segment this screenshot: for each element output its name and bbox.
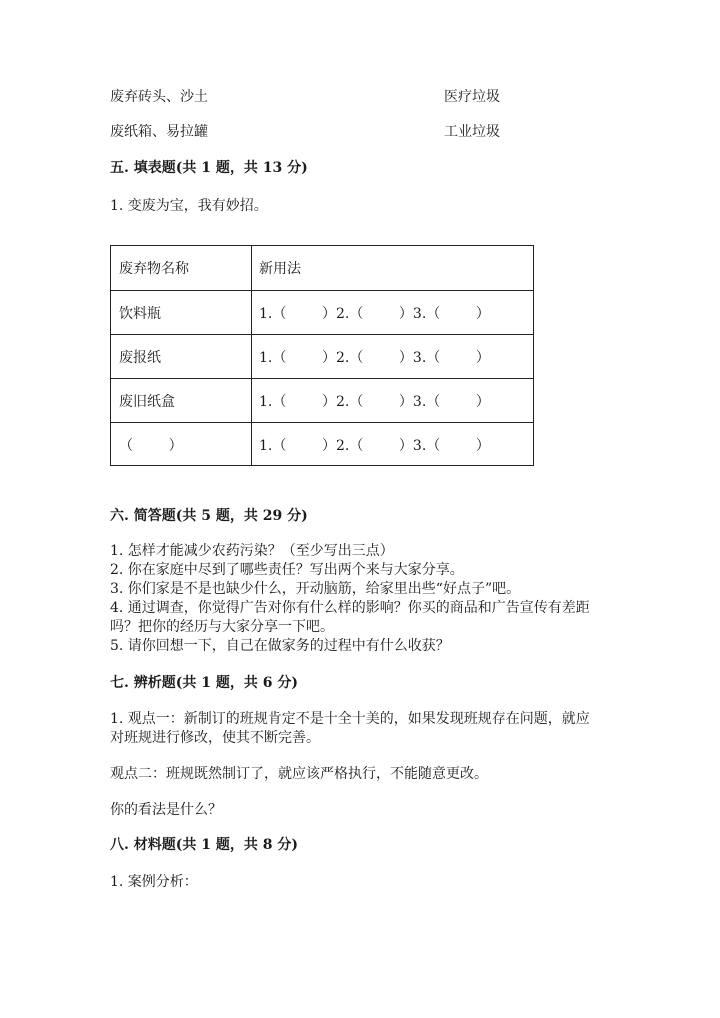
table-cell-uses[interactable]: 1.（ ）2.（ ）3.（ ） <box>259 305 490 322</box>
table-cell-name: 饮料瓶 <box>111 291 252 334</box>
section7-heading: 七. 辨析题(共 1 题，共 6 分) <box>110 675 298 691</box>
table-cell-uses[interactable]: 1.（ ）2.（ ）3.（ ） <box>259 349 490 366</box>
match-left-1: 废弃砖头、沙土 <box>110 89 208 105</box>
section6-line-2: 2. 你在家庭中尽到了哪些责任？写出两个来与大家分享。 <box>110 562 464 578</box>
table-header-usage: 新用法 <box>259 261 301 277</box>
table-row <box>111 290 533 334</box>
section6-line-6: 5. 请你回想一下，自己在做家务的过程中有什么收获？ <box>110 638 450 654</box>
section7-view1-line1: 1. 观点一：新制订的班规肯定不是十全十美的，如果发现班规存在问题，就应 <box>110 711 590 727</box>
table-cell-uses[interactable]: 1.（ ）2.（ ）3.（ ） <box>259 437 490 454</box>
table-header-row <box>111 246 533 290</box>
reuse-table <box>110 245 534 466</box>
section8-heading: 八. 材料题(共 1 题，共 8 分) <box>110 837 298 853</box>
section6-line-3: 3. 你们家是不是也缺少什么，开动脑筋，给家里出些“好点子”吧。 <box>110 581 521 597</box>
section6-line-4: 4. 通过调查，你觉得广告对你有什么样的影响？你买的商品和广告宣传有差距 <box>110 600 590 616</box>
match-left-2: 废纸箱、易拉罐 <box>110 124 208 140</box>
table-row <box>111 378 533 422</box>
table-cell-name-blank[interactable]: （ ） <box>111 423 252 466</box>
section7-question: 你的看法是什么？ <box>110 802 222 818</box>
section8-question-1: 1. 案例分析： <box>110 874 198 890</box>
table-row <box>111 334 533 378</box>
section6-heading: 六. 简答题(共 5 题，共 29 分) <box>110 508 308 524</box>
table-row <box>111 422 533 466</box>
table-cell-name: 废旧纸盒 <box>111 379 252 422</box>
table-header-name: 废弃物名称 <box>111 246 252 290</box>
match-right-2: 工业垃圾 <box>444 124 500 140</box>
table-cell-name: 废报纸 <box>111 335 252 378</box>
section5-question-1: 1. 变废为宝，我有妙招。 <box>110 198 268 214</box>
section6-line-1: 1. 怎样才能减少农药污染？（至少写出三点） <box>110 543 394 559</box>
section7-view1-line2: 对班规进行修改，使其不断完善。 <box>110 730 320 746</box>
section7-view2: 观点二：班规既然制订了，就应该严格执行，不能随意更改。 <box>110 766 488 782</box>
section5-heading: 五. 填表题(共 1 题，共 13 分) <box>110 160 308 176</box>
table-cell-uses[interactable]: 1.（ ）2.（ ）3.（ ） <box>259 393 490 410</box>
section6-line-5: 吗？把你的经历与大家分享一下吧。 <box>110 619 334 635</box>
match-right-1: 医疗垃圾 <box>444 89 500 105</box>
